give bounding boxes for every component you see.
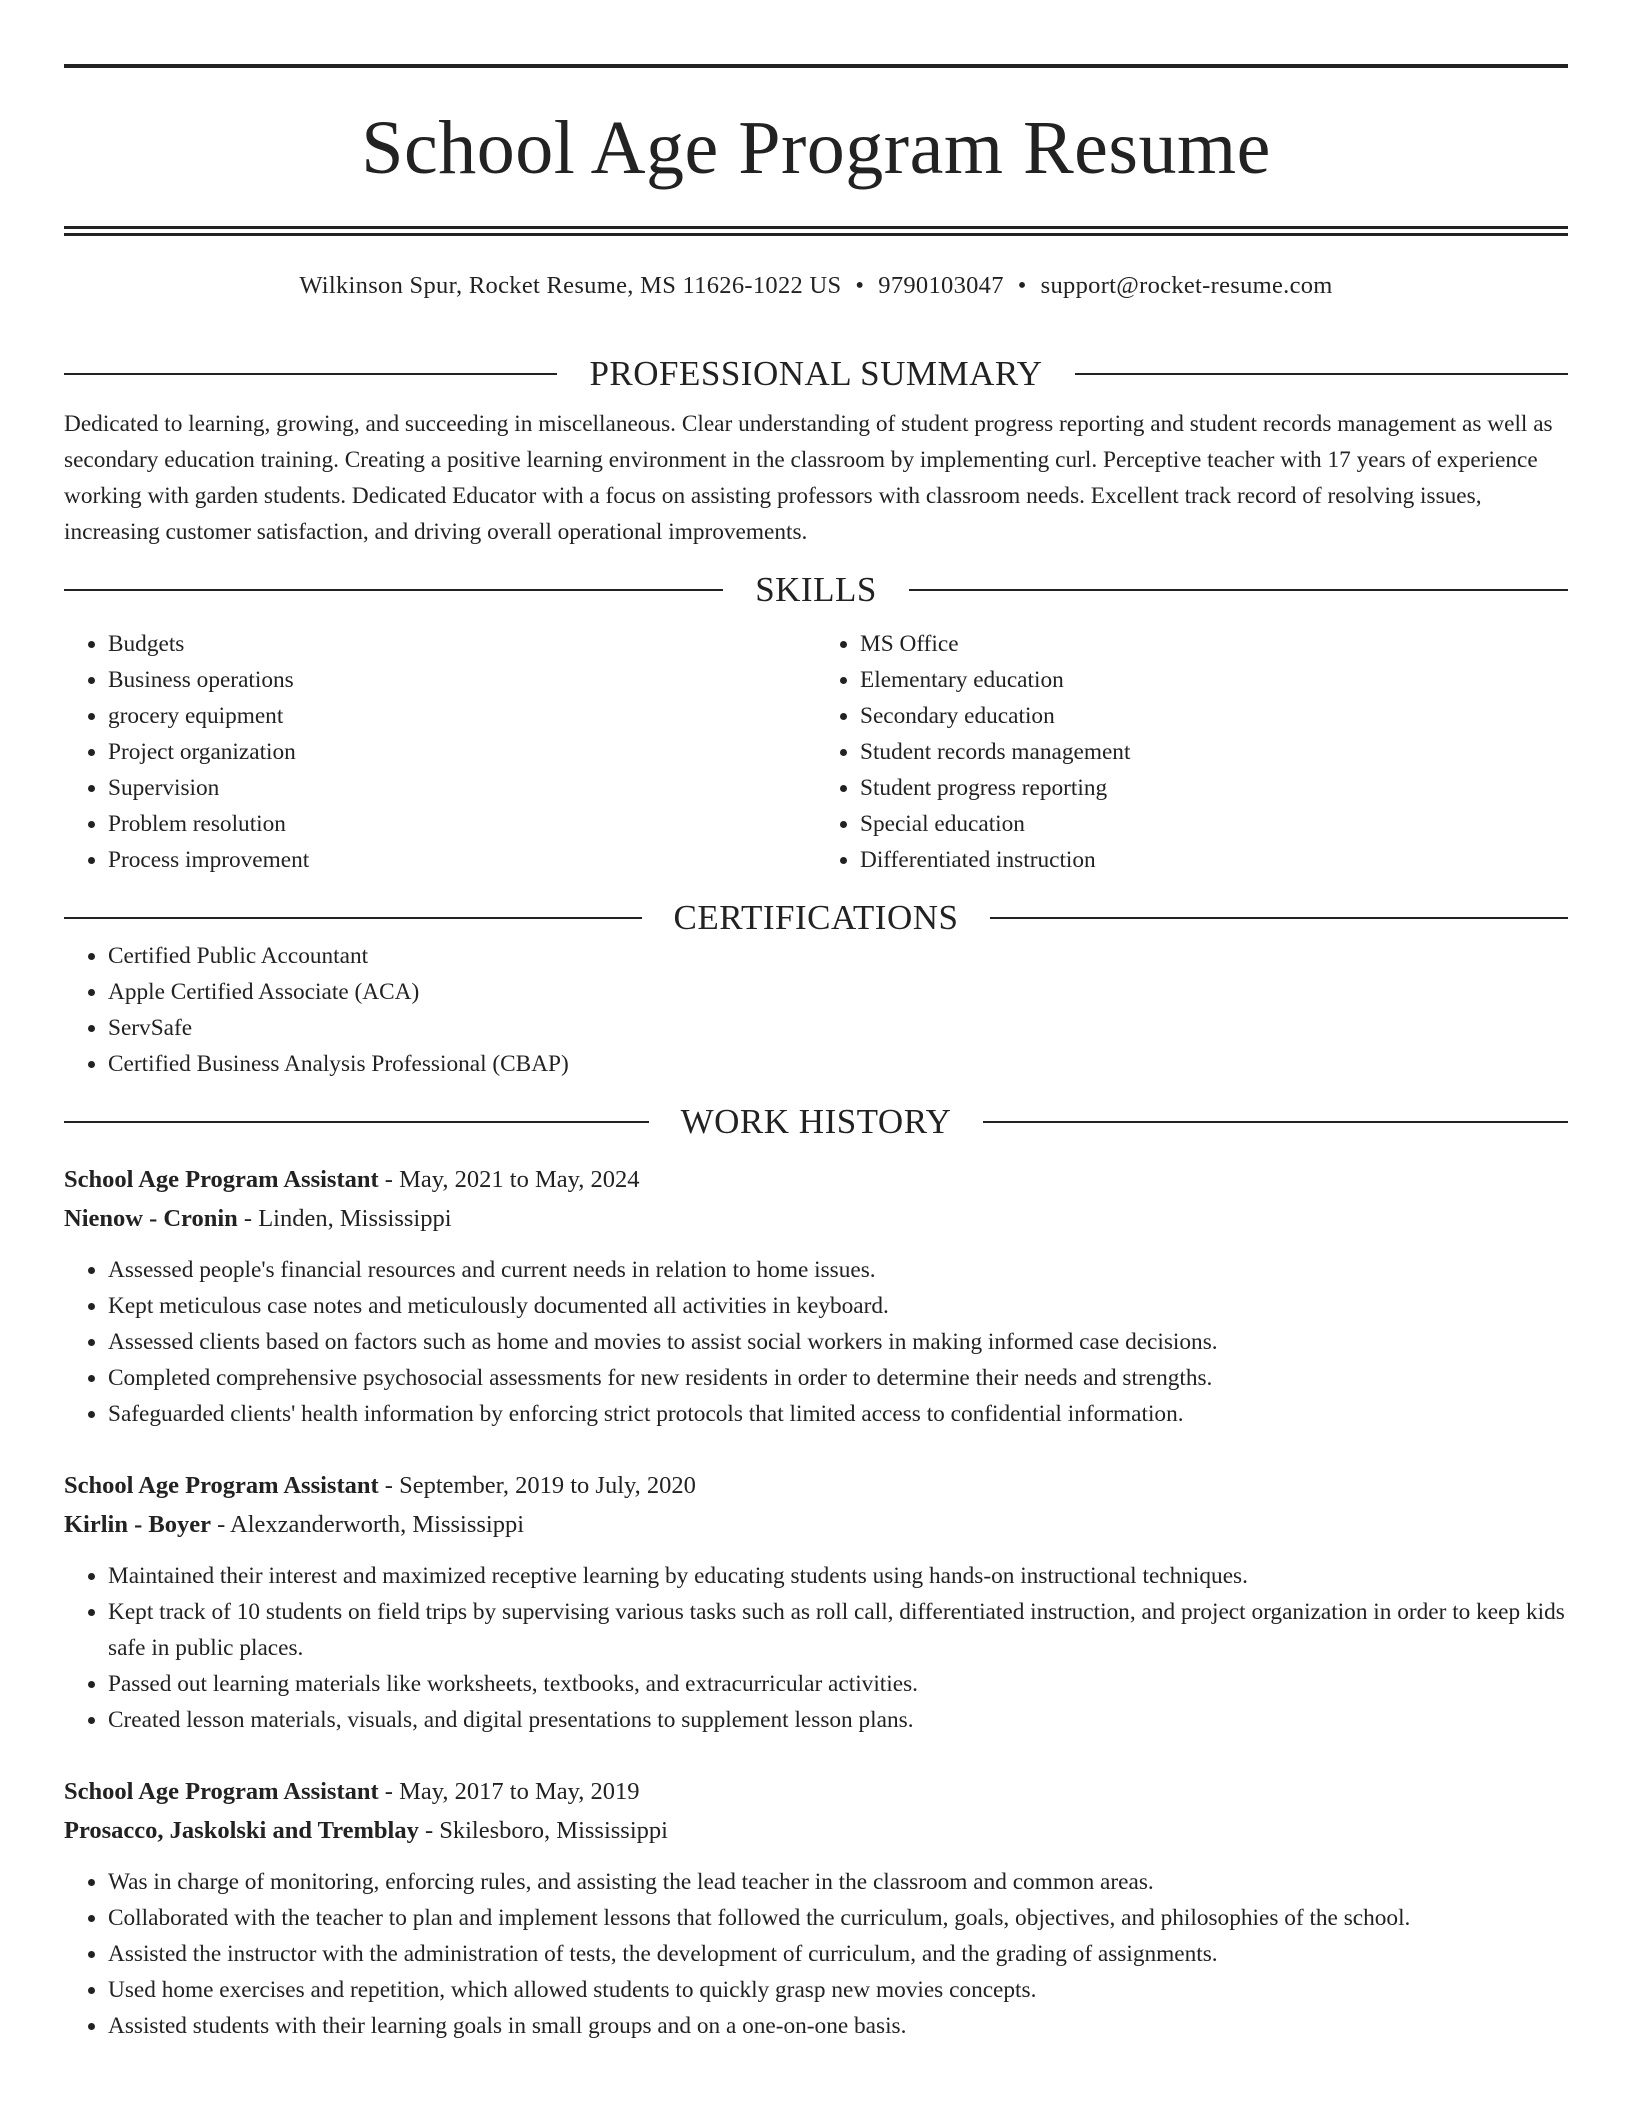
- job-company-line: [64, 1199, 1568, 1238]
- contact-email: support@rocket-resume.com: [1040, 272, 1333, 299]
- heading-rule: [64, 589, 723, 591]
- skill-item: • Differentiated instruction: [860, 842, 1568, 878]
- job-location: - Linden, Mississippi: [237, 1205, 452, 1232]
- job-bullet: • Created lesson materials, visuals, and digital presentations to supplement lesson plans.: [108, 1702, 1568, 1738]
- job-bullet: • Was in charge of monitoring, enforcing rules, and assisting the lead teacher in the classroom and common areas.: [108, 1864, 1568, 1900]
- section-title: WORK HISTORY: [680, 1102, 952, 1141]
- job-dates: - May, 2021 to May, 2024: [378, 1166, 640, 1193]
- heading-rule: [983, 1121, 1568, 1123]
- section-heading-work-history: [64, 1102, 1568, 1142]
- job-bullet: • Maintained their interest and maximized receptive learning by educating students using hands-on instructional techniques.: [108, 1558, 1568, 1594]
- section-heading-certifications: [64, 898, 1568, 938]
- job-bullet: • Assessed clients based on factors such as home and movies to assist social workers in making informed case decisions.: [108, 1324, 1568, 1360]
- job-entry: [64, 1160, 1568, 1432]
- skill-item: • MS Office: [860, 626, 1568, 662]
- skill-item: • Secondary education: [860, 698, 1568, 734]
- skill-item: • Business operations: [108, 662, 816, 698]
- job-location: - Alexzanderworth, Mississippi: [210, 1511, 525, 1538]
- title-double-rule: [64, 226, 1568, 236]
- heading-rule: [909, 589, 1568, 591]
- heading-rule: [990, 917, 1568, 919]
- certifications-list: [64, 938, 1568, 1082]
- top-rule: [64, 64, 1568, 68]
- skill-item: • grocery equipment: [108, 698, 816, 734]
- job-bullets: [64, 1558, 1568, 1738]
- skill-item: • Project organization: [108, 734, 816, 770]
- job-company-line: [64, 1505, 1568, 1544]
- contact-address: Wilkinson Spur, Rocket Resume, MS 11626-1022 US: [299, 272, 842, 299]
- job-location: - Skilesboro, Mississippi: [418, 1817, 668, 1844]
- job-title-line: [64, 1772, 1568, 1811]
- skill-item: • Problem resolution: [108, 806, 816, 842]
- section-title: PROFESSIONAL SUMMARY: [589, 354, 1043, 393]
- job-company: Nienow - Cronin: [64, 1205, 238, 1232]
- resume-title: School Age Program Resume: [361, 106, 1271, 190]
- certification-item: • ServSafe: [108, 1010, 1568, 1046]
- job-bullet: • Passed out learning materials like worksheets, textbooks, and extracurricular activities.: [108, 1666, 1568, 1702]
- skill-item: • Process improvement: [108, 842, 816, 878]
- job-bullet: • Assisted students with their learning goals in small groups and on a one-on-one basis.: [108, 2008, 1568, 2044]
- job-title-line: [64, 1466, 1568, 1505]
- skill-item: • Supervision: [108, 770, 816, 806]
- contact-separator: •: [855, 272, 865, 299]
- job-bullet: • Completed comprehensive psychosocial assessments for new residents in order to determine their needs and strengths.: [108, 1360, 1568, 1396]
- job-bullet: • Kept meticulous case notes and meticulously documented all activities in keyboard.: [108, 1288, 1568, 1324]
- job-bullet: • Collaborated with the teacher to plan and implement lessons that followed the curriculum, goals, objectives, and philosophies of the school.: [108, 1900, 1568, 1936]
- job-dates: - September, 2019 to July, 2020: [378, 1472, 696, 1499]
- job-bullets: [64, 1864, 1568, 2044]
- section-title: CERTIFICATIONS: [673, 898, 959, 937]
- heading-rule: [64, 917, 642, 919]
- certification-item: • Certified Public Accountant: [108, 938, 1568, 974]
- skill-item: • Special education: [860, 806, 1568, 842]
- section-title: SKILLS: [755, 570, 877, 609]
- heading-rule: [1075, 373, 1568, 375]
- job-title-line: [64, 1160, 1568, 1199]
- skills-list-left: [64, 626, 816, 878]
- job-company-line: [64, 1811, 1568, 1850]
- contact-phone: 9790103047: [878, 272, 1004, 299]
- contact-line: [64, 270, 1568, 302]
- contact-separator: •: [1017, 272, 1027, 299]
- job-entry: [64, 1466, 1568, 1738]
- job-bullet: • Kept track of 10 students on field trips by supervising various tasks such as roll call, differentiated instruction, and project organization in order to keep kids safe in public places.: [108, 1594, 1568, 1666]
- job-company: Kirlin - Boyer: [64, 1511, 211, 1538]
- job-title: School Age Program Assistant: [64, 1166, 379, 1193]
- resume-page: [64, 64, 1568, 2044]
- job-entry: [64, 1772, 1568, 2044]
- heading-rule: [64, 373, 557, 375]
- section-heading-summary: [64, 354, 1568, 394]
- skill-item: • Elementary education: [860, 662, 1568, 698]
- job-bullet: • Safeguarded clients' health information by enforcing strict protocols that limited access to confidential information.: [108, 1396, 1568, 1432]
- heading-rule: [64, 1121, 649, 1123]
- skill-item: • Student records management: [860, 734, 1568, 770]
- section-heading-skills: [64, 570, 1568, 610]
- skill-item: • Student progress reporting: [860, 770, 1568, 806]
- professional-summary-text: Dedicated to learning, growing, and succeeding in miscellaneous. Clear understanding of student progress reporting and student records management as well as secondary education training. Creating a positive learning environment in the classroom by implementing curl. Perceptive teacher with 17 years of experience working with garden students. Dedicated Educator with a focus on assisting professors with classroom needs. Excellent track record of resolving issues, increasing customer satisfaction, and driving overall operational improvements.: [64, 411, 1553, 545]
- job-bullet: • Assisted the instructor with the administration of tests, the development of curriculum, and the grading of assignments.: [108, 1936, 1568, 1972]
- job-bullets: [64, 1252, 1568, 1432]
- job-title: School Age Program Assistant: [64, 1472, 379, 1499]
- job-bullet: • Assessed people's financial resources and current needs in relation to home issues.: [108, 1252, 1568, 1288]
- job-title: School Age Program Assistant: [64, 1778, 379, 1805]
- job-company: Prosacco, Jaskolski and Tremblay: [64, 1817, 419, 1844]
- skills-list-right: [816, 626, 1568, 878]
- skills-grid: [64, 626, 1568, 878]
- skill-item: • Budgets: [108, 626, 816, 662]
- job-bullet: • Used home exercises and repetition, which allowed students to quickly grasp new movies concepts.: [108, 1972, 1568, 2008]
- certification-item: • Certified Business Analysis Professional (CBAP): [108, 1046, 1568, 1082]
- job-dates: - May, 2017 to May, 2019: [378, 1778, 640, 1805]
- certification-item: • Apple Certified Associate (ACA): [108, 974, 1568, 1010]
